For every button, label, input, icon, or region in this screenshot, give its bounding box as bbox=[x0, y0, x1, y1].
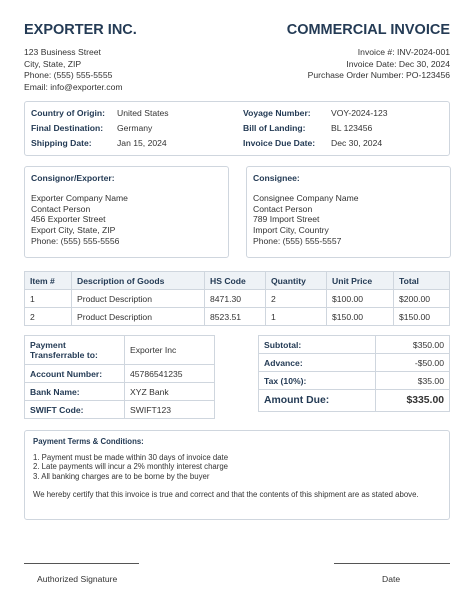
consignor-line: Export City, State, ZIP bbox=[31, 225, 116, 236]
item-description: Product Description bbox=[72, 290, 205, 308]
bill-row bbox=[243, 123, 373, 133]
transfer-value: Exporter Inc bbox=[125, 336, 215, 365]
item-hs-code: 8523.51 bbox=[205, 308, 266, 326]
due-date-row bbox=[243, 138, 383, 148]
invoice-date: Invoice Date: Dec 30, 2024 bbox=[346, 58, 450, 69]
item-quantity: 1 bbox=[266, 308, 327, 326]
date-label: Date bbox=[382, 574, 401, 584]
summary-row bbox=[259, 372, 450, 390]
item-total: $150.00 bbox=[394, 308, 450, 326]
document-title: COMMERCIAL INVOICE bbox=[286, 22, 450, 38]
column-header: Total bbox=[394, 272, 450, 290]
voyage-label: Voyage Number: bbox=[243, 108, 311, 118]
shipping-date-row bbox=[31, 138, 167, 148]
due-date-label: Invoice Due Date: bbox=[243, 138, 316, 148]
payment-row bbox=[25, 383, 215, 401]
shipping-date-value: Jan 15, 2024 bbox=[117, 138, 167, 148]
table-row bbox=[25, 308, 450, 326]
shipment-info-box bbox=[24, 101, 450, 156]
bill-value: BL 123456 bbox=[331, 123, 373, 133]
shipping-date-label: Shipping Date: bbox=[31, 138, 92, 148]
item-unit-price: $100.00 bbox=[327, 290, 394, 308]
account-value: 45786541235 bbox=[125, 365, 215, 383]
item-hs-code: 8471.30 bbox=[205, 290, 266, 308]
certification-text: We hereby certify that this invoice is true and correct and that the contents of this shipment are as stated above. bbox=[33, 490, 419, 499]
invoice-number: Invoice #: INV-2024-001 bbox=[357, 47, 450, 57]
summary-row bbox=[259, 390, 450, 412]
transfer-label: Payment Transferrable to: bbox=[25, 336, 125, 365]
item-total: $200.00 bbox=[394, 290, 450, 308]
tax-label: Tax (10%): bbox=[259, 372, 376, 390]
table-header-row bbox=[25, 272, 450, 290]
item-number: 1 bbox=[25, 290, 72, 308]
column-header: Description of Goods bbox=[72, 272, 205, 290]
swift-value: SWIFT123 bbox=[125, 401, 215, 419]
payment-row bbox=[25, 365, 215, 383]
due-date-value: Dec 30, 2024 bbox=[331, 138, 383, 148]
column-header: Quantity bbox=[266, 272, 327, 290]
country-label: Country of Origin: bbox=[31, 108, 105, 118]
payment-table bbox=[24, 335, 215, 419]
column-header: HS Code bbox=[205, 272, 266, 290]
address-line: 123 Business Street bbox=[24, 47, 101, 57]
items-table bbox=[24, 271, 450, 326]
payment-row bbox=[25, 336, 215, 365]
consignor-line: 456 Exporter Street bbox=[31, 214, 106, 225]
signature-label: Authorized Signature bbox=[37, 574, 118, 584]
consignee-line: Consignee Company Name bbox=[253, 192, 359, 203]
item-unit-price: $150.00 bbox=[327, 308, 394, 326]
bill-label: Bill of Landing: bbox=[243, 123, 306, 133]
consignee-box bbox=[246, 166, 451, 258]
address-line: City, State, ZIP bbox=[24, 58, 82, 69]
consignee-heading: Consignee: bbox=[253, 173, 300, 183]
amount-due-label: Amount Due: bbox=[259, 390, 376, 412]
terms-item: 3. All banking charges are to be borne by the buyer bbox=[33, 471, 210, 481]
invoice-details bbox=[308, 47, 450, 82]
account-label: Account Number: bbox=[25, 365, 125, 383]
subtotal-value: $350.00 bbox=[375, 336, 449, 354]
subtotal-label: Subtotal: bbox=[259, 336, 376, 354]
phone-line: Phone: (555) 555-5555 bbox=[24, 70, 113, 80]
item-description: Product Description bbox=[72, 308, 205, 326]
summary-row bbox=[259, 354, 450, 372]
item-quantity: 2 bbox=[266, 290, 327, 308]
summary-row bbox=[259, 336, 450, 354]
date-line bbox=[334, 563, 450, 564]
table-row bbox=[25, 290, 450, 308]
advance-value: -$50.00 bbox=[375, 354, 449, 372]
terms-heading: Payment Terms & Conditions: bbox=[33, 437, 144, 446]
advance-label: Advance: bbox=[259, 354, 376, 372]
consignor-heading: Consignor/Exporter: bbox=[31, 173, 115, 183]
purchase-order-number: Purchase Order Number: PO-123456 bbox=[307, 70, 450, 80]
email-line: Email: info@exporter.com bbox=[24, 81, 123, 92]
destination-value: Germany bbox=[117, 123, 153, 133]
bank-label: Bank Name: bbox=[25, 383, 125, 401]
swift-label: SWIFT Code: bbox=[25, 401, 125, 419]
destination-row bbox=[31, 123, 153, 133]
tax-value: $35.00 bbox=[375, 372, 449, 390]
company-address bbox=[24, 47, 123, 93]
column-header: Unit Price bbox=[327, 272, 394, 290]
consignor-line: Exporter Company Name bbox=[31, 192, 128, 203]
country-value: United States bbox=[117, 108, 169, 118]
summary-table bbox=[258, 335, 450, 412]
terms-item: 2. Late payments will incur a 2% monthly interest charge bbox=[33, 462, 229, 471]
terms-item: 1. Payment must be made within 30 days of invoice date bbox=[33, 452, 229, 462]
consignor-line: Contact Person bbox=[31, 203, 91, 214]
country-row bbox=[31, 108, 169, 118]
terms-box bbox=[24, 430, 450, 520]
consignee-line: Contact Person bbox=[253, 203, 313, 214]
consignor-line: Phone: (555) 555-5556 bbox=[31, 235, 120, 246]
item-number: 2 bbox=[25, 308, 72, 326]
destination-label: Final Destination: bbox=[31, 123, 104, 133]
voyage-row bbox=[243, 108, 388, 118]
consignor-box bbox=[24, 166, 229, 258]
voyage-value: VOY-2024-123 bbox=[331, 108, 388, 118]
consignee-line: 789 Import Street bbox=[253, 214, 320, 225]
consignee-line: Phone: (555) 555-5557 bbox=[253, 235, 342, 246]
column-header: Item # bbox=[25, 272, 72, 290]
amount-due-value: $335.00 bbox=[375, 390, 449, 412]
consignee-line: Import City, Country bbox=[253, 225, 329, 236]
bank-value: XYZ Bank bbox=[125, 383, 215, 401]
signature-line bbox=[24, 563, 139, 564]
company-name: EXPORTER INC. bbox=[24, 22, 137, 38]
payment-row bbox=[25, 401, 215, 419]
